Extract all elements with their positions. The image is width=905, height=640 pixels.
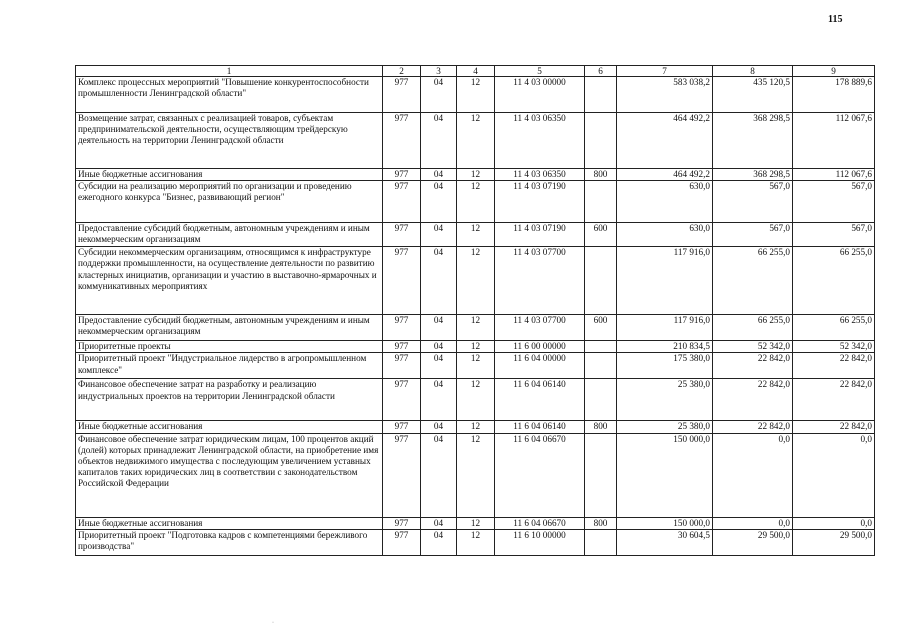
cell-description: Возмещение затрат, связанных с реализацией товаров, субъектам предпринимательской деятельности, осуществляющим трейдерскую деятельность на территории Ленинградской области (76, 113, 383, 169)
cell-section: 04 (421, 77, 457, 113)
table-row (76, 247, 875, 315)
table-row (76, 315, 875, 341)
cell-description: Иные бюджетные ассигнования (76, 421, 383, 433)
cell-amount-year3: 52 342,0 (793, 341, 875, 353)
table-row (76, 433, 875, 517)
cell-target-article: 11 4 03 06350 (495, 169, 585, 181)
column-header: 1 (76, 66, 383, 77)
cell-description: Иные бюджетные ассигнования (76, 169, 383, 181)
cell-section: 04 (421, 529, 457, 555)
cell-expense-type (585, 247, 617, 315)
table-row (76, 169, 875, 181)
cell-amount-year3: 178 889,6 (793, 77, 875, 113)
column-header: 5 (495, 66, 585, 77)
cell-target-article: 11 6 04 06140 (495, 379, 585, 421)
cell-amount-year3: 22 842,0 (793, 421, 875, 433)
cell-description: Приоритетные проекты (76, 341, 383, 353)
cell-section: 04 (421, 341, 457, 353)
budget-table (75, 65, 875, 556)
table-row (76, 353, 875, 379)
cell-expense-type (585, 353, 617, 379)
cell-subsection: 12 (457, 77, 495, 113)
cell-amount-year1: 30 604,5 (617, 529, 713, 555)
cell-target-article: 11 6 04 06670 (495, 517, 585, 529)
cell-expense-type: 800 (585, 421, 617, 433)
cell-admin-code: 977 (383, 181, 421, 223)
cell-target-article: 11 4 03 06350 (495, 113, 585, 169)
cell-description: Предоставление субсидий бюджетным, автономным учреждениям и иным некоммерческим организациям (76, 223, 383, 247)
cell-amount-year1: 175 380,0 (617, 353, 713, 379)
cell-description: Субсидии некоммерческим организациям, относящимся к инфраструктуре поддержки промышленности, на осуществление деятельности по развитию кластерных инициатив, организации и участию в выставочно-ярмарочных и коммуникативных мероприятиях (76, 247, 383, 315)
cell-expense-type (585, 113, 617, 169)
cell-description: Субсидии на реализацию мероприятий по организации и проведению ежегодного конкурса "Бизнес, развивающий регион" (76, 181, 383, 223)
cell-description: Предоставление субсидий бюджетным, автономным учреждениям и иным некоммерческим организациям (76, 315, 383, 341)
cell-section: 04 (421, 247, 457, 315)
cell-description: Финансовое обеспечение затрат на разработку и реализацию индустриальных проектов на территории Ленинградской области (76, 379, 383, 421)
cell-amount-year3: 112 067,6 (793, 113, 875, 169)
table-row (76, 529, 875, 555)
cell-section: 04 (421, 315, 457, 341)
column-header: 2 (383, 66, 421, 77)
cell-description: Приоритетный проект "Индустриальное лидерство в агропромышленном комплексе" (76, 353, 383, 379)
cell-section: 04 (421, 517, 457, 529)
cell-target-article: 11 4 03 07190 (495, 223, 585, 247)
cell-expense-type: 800 (585, 169, 617, 181)
cell-target-article: 11 4 03 00000 (495, 77, 585, 113)
cell-amount-year1: 150 000,0 (617, 517, 713, 529)
cell-subsection: 12 (457, 379, 495, 421)
table-row (76, 113, 875, 169)
cell-admin-code: 977 (383, 421, 421, 433)
page-number: 115 (828, 14, 843, 25)
cell-subsection: 12 (457, 113, 495, 169)
cell-target-article: 11 4 03 07700 (495, 315, 585, 341)
cell-amount-year3: 22 842,0 (793, 379, 875, 421)
table-row (76, 181, 875, 223)
cell-expense-type: 600 (585, 315, 617, 341)
cell-section: 04 (421, 433, 457, 517)
column-header: 4 (457, 66, 495, 77)
cell-amount-year3: 29 500,0 (793, 529, 875, 555)
cell-amount-year2: 0,0 (713, 433, 793, 517)
column-header: 6 (585, 66, 617, 77)
table-row (76, 421, 875, 433)
cell-amount-year1: 630,0 (617, 181, 713, 223)
column-header: 3 (421, 66, 457, 77)
cell-amount-year1: 150 000,0 (617, 433, 713, 517)
cell-amount-year1: 117 916,0 (617, 315, 713, 341)
cell-admin-code: 977 (383, 433, 421, 517)
cell-amount-year1: 25 380,0 (617, 421, 713, 433)
cell-amount-year2: 22 842,0 (713, 379, 793, 421)
cell-section: 04 (421, 379, 457, 421)
cell-amount-year2: 368 298,5 (713, 113, 793, 169)
cell-amount-year1: 583 038,2 (617, 77, 713, 113)
cell-amount-year2: 22 842,0 (713, 353, 793, 379)
cell-expense-type (585, 379, 617, 421)
cell-subsection: 12 (457, 341, 495, 353)
cell-amount-year2: 22 842,0 (713, 421, 793, 433)
cell-admin-code: 977 (383, 529, 421, 555)
cell-amount-year1: 25 380,0 (617, 379, 713, 421)
cell-amount-year2: 567,0 (713, 181, 793, 223)
cell-subsection: 12 (457, 315, 495, 341)
cell-amount-year3: 567,0 (793, 223, 875, 247)
cell-target-article: 11 4 03 07190 (495, 181, 585, 223)
cell-expense-type (585, 433, 617, 517)
cell-subsection: 12 (457, 433, 495, 517)
cell-target-article: 11 6 04 06140 (495, 421, 585, 433)
column-header: 9 (793, 66, 875, 77)
cell-expense-type: 600 (585, 223, 617, 247)
table-row (76, 379, 875, 421)
cell-admin-code: 977 (383, 379, 421, 421)
cell-target-article: 11 6 00 00000 (495, 341, 585, 353)
cell-subsection: 12 (457, 529, 495, 555)
cell-description: Иные бюджетные ассигнования (76, 517, 383, 529)
table-row (76, 77, 875, 113)
cell-amount-year2: 66 255,0 (713, 247, 793, 315)
cell-expense-type (585, 181, 617, 223)
cell-expense-type (585, 341, 617, 353)
table-row (76, 517, 875, 529)
cell-amount-year3: 112 067,6 (793, 169, 875, 181)
cell-admin-code: 977 (383, 169, 421, 181)
cell-expense-type (585, 77, 617, 113)
cell-target-article: 11 6 10 00000 (495, 529, 585, 555)
cell-admin-code: 977 (383, 77, 421, 113)
cell-subsection: 12 (457, 169, 495, 181)
cell-amount-year3: 66 255,0 (793, 247, 875, 315)
cell-amount-year2: 66 255,0 (713, 315, 793, 341)
column-header: 8 (713, 66, 793, 77)
cell-subsection: 12 (457, 353, 495, 379)
cell-amount-year2: 52 342,0 (713, 341, 793, 353)
column-header: 7 (617, 66, 713, 77)
cell-subsection: 12 (457, 421, 495, 433)
cell-section: 04 (421, 353, 457, 379)
cell-section: 04 (421, 181, 457, 223)
cell-amount-year1: 117 916,0 (617, 247, 713, 315)
cell-amount-year1: 210 834,5 (617, 341, 713, 353)
cell-amount-year3: 22 842,0 (793, 353, 875, 379)
cell-amount-year2: 0,0 (713, 517, 793, 529)
cell-section: 04 (421, 113, 457, 169)
cell-subsection: 12 (457, 517, 495, 529)
cell-admin-code: 977 (383, 341, 421, 353)
cell-admin-code: 977 (383, 223, 421, 247)
cell-admin-code: 977 (383, 353, 421, 379)
cell-description: Приоритетный проект "Подготовка кадров с компетенциями бережливого производства" (76, 529, 383, 555)
cell-amount-year2: 368 298,5 (713, 169, 793, 181)
cell-admin-code: 977 (383, 315, 421, 341)
cell-amount-year2: 29 500,0 (713, 529, 793, 555)
cell-target-article: 11 6 04 06670 (495, 433, 585, 517)
cell-section: 04 (421, 223, 457, 247)
table-body (76, 77, 875, 556)
cell-admin-code: 977 (383, 113, 421, 169)
cell-expense-type: 800 (585, 517, 617, 529)
cell-target-article: 11 4 03 07700 (495, 247, 585, 315)
cell-amount-year1: 464 492,2 (617, 169, 713, 181)
cell-amount-year3: 0,0 (793, 433, 875, 517)
cell-amount-year1: 630,0 (617, 223, 713, 247)
cell-description: Финансовое обеспечение затрат юридическим лицам, 100 процентов акций (долей) которых принадлежит Ленинградской области, на приобретение имя объектов недвижимого имущества с последующим увеличением уставных капиталов таких юридических лиц в соответствии с законодательством Российской Федерации (76, 433, 383, 517)
header-row (76, 66, 875, 77)
cell-description: Комплекс процессных мероприятий "Повышение конкурентоспособности промышленности Ленинградской области" (76, 77, 383, 113)
cell-subsection: 12 (457, 181, 495, 223)
cell-admin-code: 977 (383, 517, 421, 529)
cell-amount-year1: 464 492,2 (617, 113, 713, 169)
cell-amount-year3: 567,0 (793, 181, 875, 223)
table-row (76, 341, 875, 353)
cell-subsection: 12 (457, 247, 495, 315)
cell-subsection: 12 (457, 223, 495, 247)
scan-dot: · (272, 620, 274, 626)
table-row (76, 223, 875, 247)
cell-expense-type (585, 529, 617, 555)
cell-section: 04 (421, 169, 457, 181)
cell-section: 04 (421, 421, 457, 433)
cell-amount-year3: 0,0 (793, 517, 875, 529)
cell-target-article: 11 6 04 00000 (495, 353, 585, 379)
cell-admin-code: 977 (383, 247, 421, 315)
cell-amount-year3: 66 255,0 (793, 315, 875, 341)
cell-amount-year2: 567,0 (713, 223, 793, 247)
cell-amount-year2: 435 120,5 (713, 77, 793, 113)
